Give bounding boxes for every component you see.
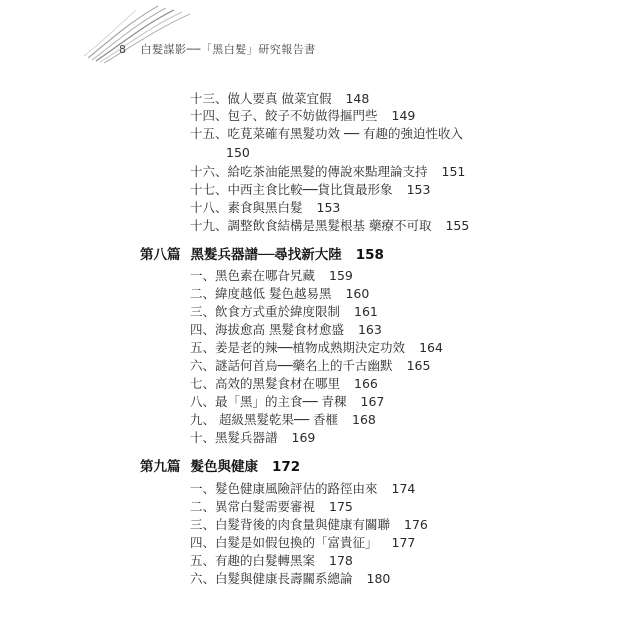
toc-entry[interactable]: 一、黑色素在哪旮旯藏 159 — [190, 268, 353, 283]
toc-entry[interactable]: 十八、素食與黑白髮 153 — [190, 200, 341, 215]
part-heading-8[interactable]: 第八篇 黑髮兵器譜──尋找新大陸 158 — [140, 247, 384, 263]
toc-entry[interactable]: 七、高效的黑髮食材在哪里 166 — [190, 376, 378, 391]
toc-page: 160 — [345, 286, 370, 301]
toc-page: 169 — [291, 430, 316, 445]
toc-page: 165 — [406, 358, 431, 373]
toc-entry[interactable]: 十四、包子、餃子不妨做得摳門些 149 — [190, 108, 416, 123]
toc-entry[interactable]: 五、有趣的白髮轉黑案 178 — [190, 553, 353, 568]
book-title: 白髮謀影──「黑白髮」研究報告書 — [140, 43, 316, 56]
toc-entry[interactable]: 五、姜是老的辣──植物成熟期決定功效 164 — [190, 340, 443, 355]
toc-page: 149 — [391, 108, 416, 123]
toc-entry[interactable]: 四、白髮是如假包換的「富貴征」 177 — [190, 535, 416, 550]
toc-page: 167 — [360, 394, 385, 409]
toc-page: 166 — [354, 376, 378, 391]
toc-entry[interactable]: 十五、吃莧菜確有黑髮功效 ── 有趣的強迫性收入 — [190, 126, 463, 141]
toc-page: 180 — [366, 571, 391, 586]
toc-page: 153 — [316, 200, 341, 215]
page-number: 8 — [119, 43, 127, 56]
toc-page: 161 — [354, 304, 378, 319]
toc-page: 168 — [352, 412, 376, 427]
toc-entry-continued[interactable]: 150 — [226, 145, 250, 160]
toc-entry[interactable]: 十七、中西主食比較──貨比貨最形象 153 — [190, 182, 431, 197]
toc-entry[interactable]: 十、黑髮兵器譜 169 — [190, 430, 316, 445]
toc-page: 155 — [445, 218, 470, 233]
toc-page: 174 — [391, 481, 416, 496]
toc-entry[interactable]: 三、白髮背後的肉食量與健康有關聯 176 — [190, 517, 428, 532]
toc-entry[interactable]: 十九、調整飲食結構是黑髮根基 藥療不可取 155 — [190, 218, 470, 233]
toc-entry[interactable]: 十六、給吃茶油能黑髮的傳說來點理論支持 151 — [190, 164, 466, 179]
toc-page: 148 — [345, 91, 370, 106]
toc-page: 159 — [329, 268, 353, 283]
toc-entry[interactable]: 九、 超級黑髮乾果── 香榧 168 — [190, 412, 376, 427]
toc-entry[interactable]: 一、髮色健康風險評估的路徑由來 174 — [190, 481, 416, 496]
toc-page: 178 — [329, 553, 353, 568]
toc-page: 176 — [404, 517, 428, 532]
toc-entry[interactable]: 三、飲食方式重於緯度限制 161 — [190, 304, 378, 319]
toc-entry[interactable]: 八、最「黑」的主食── 青稞 167 — [190, 394, 385, 409]
part-heading-9[interactable]: 第九篇 髮色與健康 172 — [140, 459, 301, 475]
toc-page: 163 — [357, 322, 382, 337]
toc-page: 151 — [441, 164, 466, 179]
toc-entry[interactable]: 六、謎話何首烏──藥名上的千古幽默 165 — [190, 358, 431, 373]
toc-page: 153 — [406, 182, 431, 197]
toc-page: 175 — [329, 499, 353, 514]
toc-page: 177 — [391, 535, 416, 550]
toc-entry[interactable]: 二、異常白髮需要審視 175 — [190, 499, 353, 514]
toc-entry[interactable]: 六、白髮與健康長壽關系總論 180 — [190, 571, 391, 586]
toc-page: 164 — [419, 340, 443, 355]
toc-entry[interactable]: 四、海拔愈高 黑髮食材愈盛 163 — [190, 322, 382, 337]
toc-entry[interactable]: 二、緯度越低 髮色越易黑 160 — [190, 286, 370, 301]
toc-entry[interactable]: 十三、做人要真 做菜宜假 148 — [190, 91, 370, 106]
